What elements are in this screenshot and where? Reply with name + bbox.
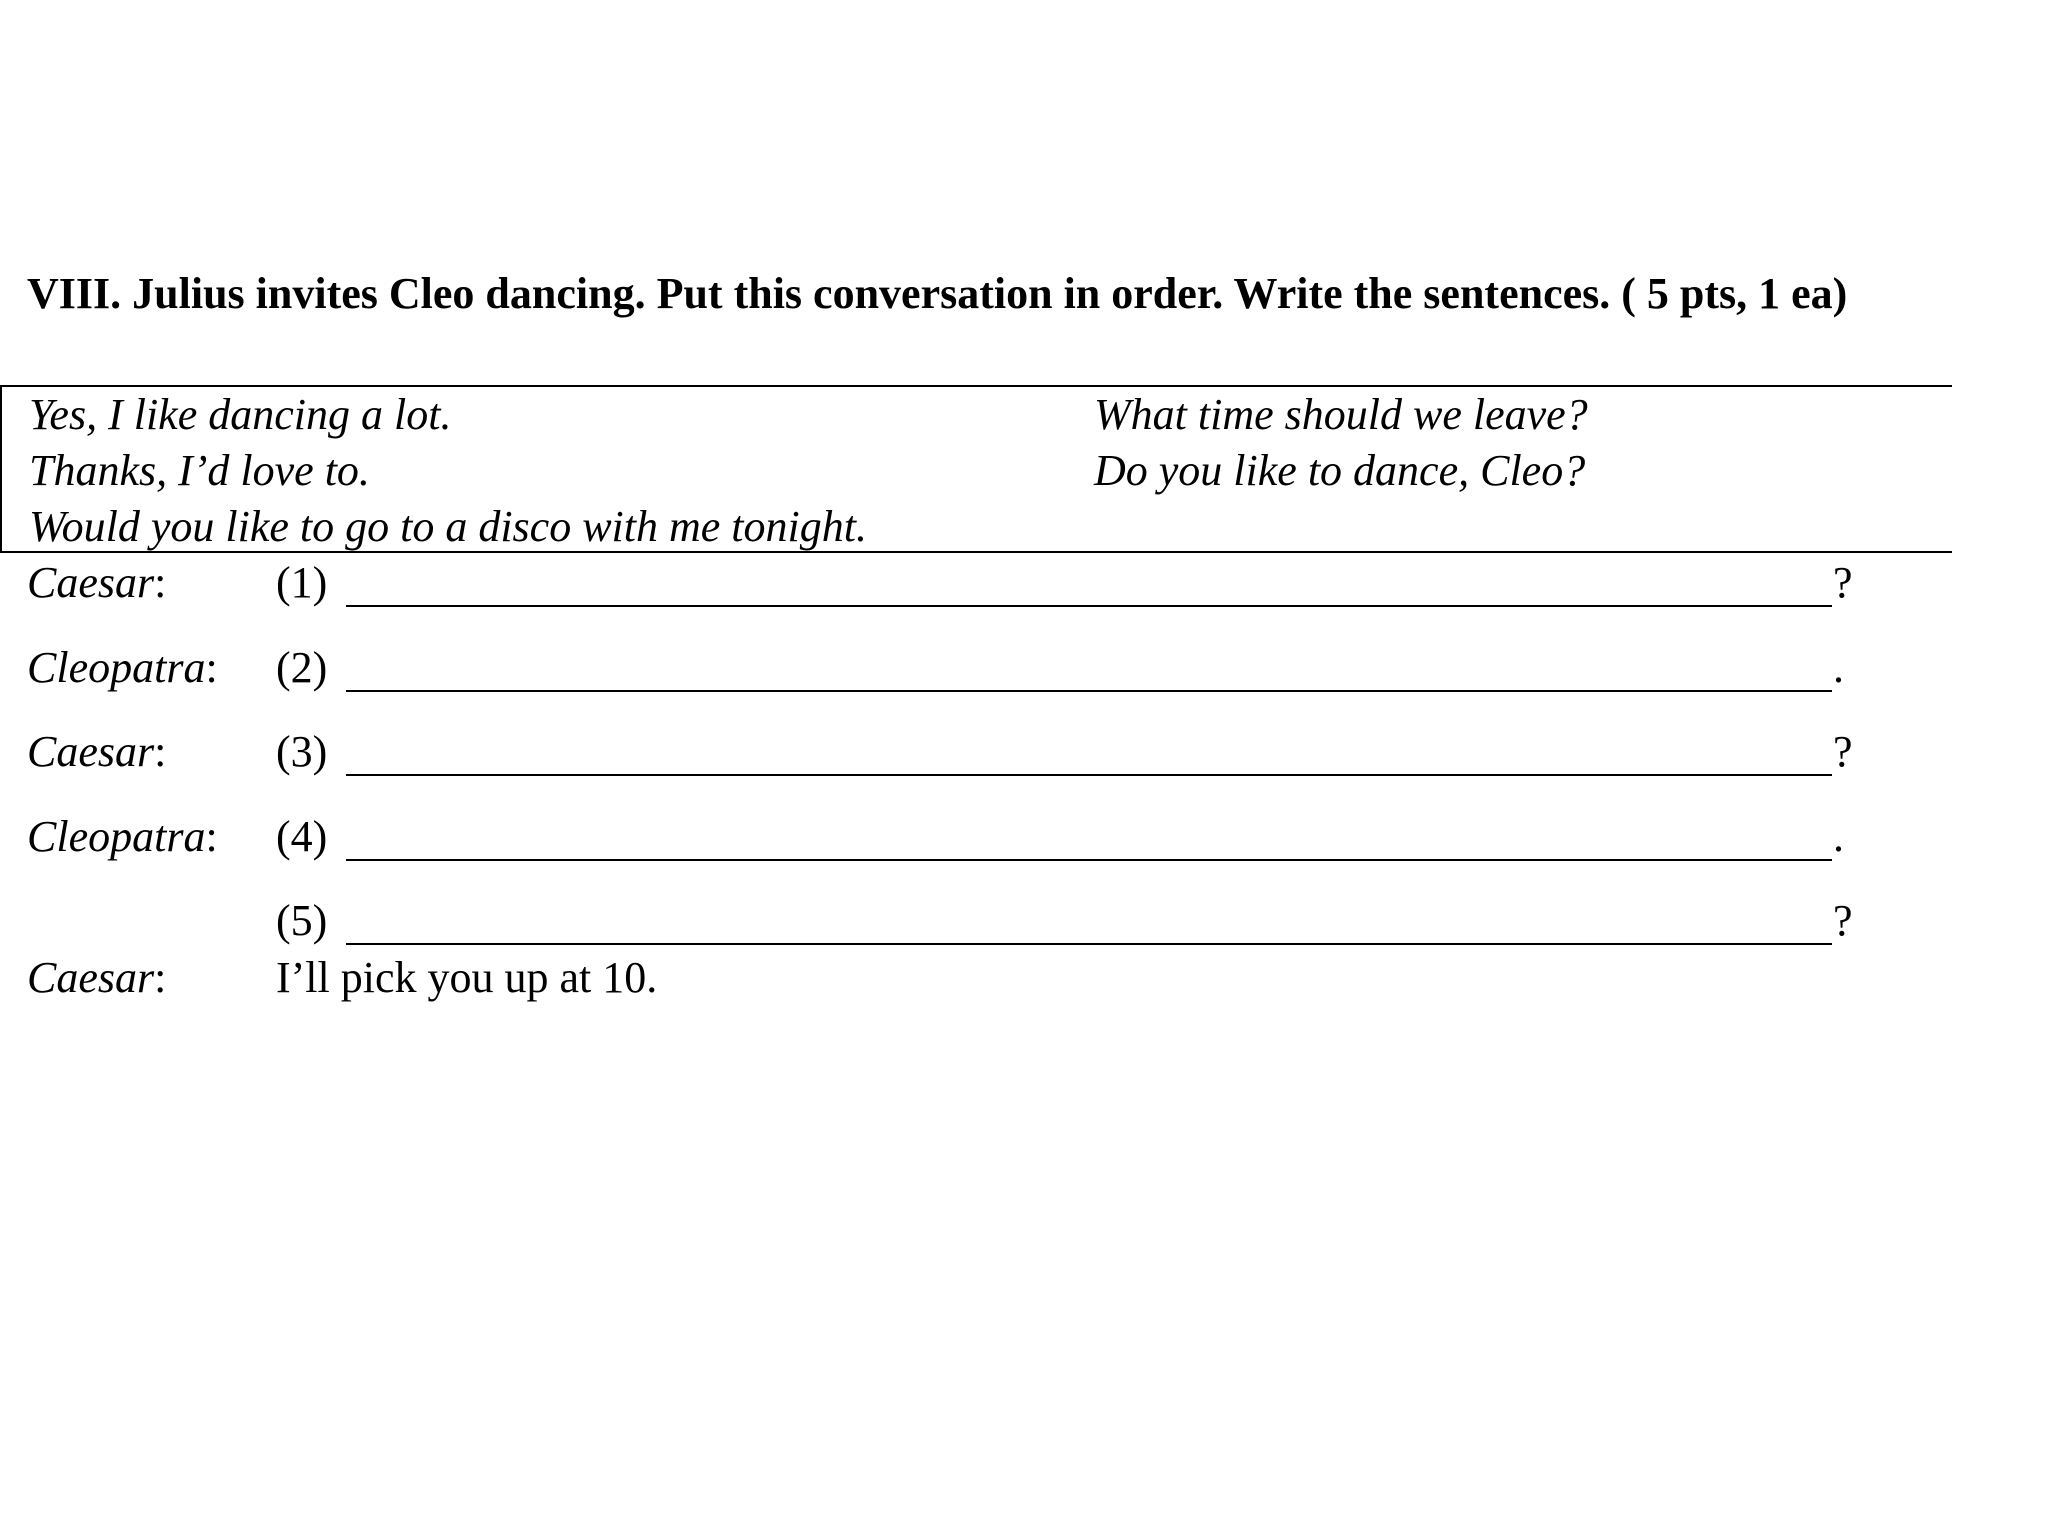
line-number: (2) [276, 643, 328, 692]
answer-blank[interactable] [346, 774, 1832, 776]
line-number: (1) [276, 558, 328, 607]
answer-blank[interactable] [346, 605, 1832, 607]
answer-blank[interactable] [346, 943, 1832, 945]
dialogue-line [0, 812, 1900, 872]
line-number: (4) [276, 812, 328, 861]
word-box-sentence: Do you like to dance, Cleo? [1094, 446, 1586, 495]
word-box-sentence: Thanks, I’d love to. [29, 446, 370, 495]
speaker-name: Cleopatra: [27, 643, 218, 692]
given-answer: I’ll pick you up at 10. [276, 953, 658, 1002]
speaker-name: Caesar: [27, 558, 167, 607]
answer-blank[interactable] [346, 859, 1832, 861]
speaker-name: Caesar: [27, 953, 167, 1002]
speaker-name: Caesar: [27, 727, 167, 776]
line-number: (3) [276, 727, 328, 776]
word-box-sentence: What time should we leave? [1094, 390, 1588, 439]
line-number: (5) [276, 896, 328, 945]
answer-blank[interactable] [346, 690, 1832, 692]
end-punctuation: ? [1833, 727, 1853, 776]
end-punctuation: . [1833, 812, 1844, 861]
exercise-heading: VIII. Julius invites Cleo dancing. Put this conversation in order. Write the sentences. ( 5 pts, 1 ea) [27, 269, 1848, 318]
dialogue-line [0, 643, 1900, 703]
speaker-name: Cleopatra: [27, 812, 218, 861]
dialogue-line [0, 558, 1900, 618]
dialogue-line [0, 727, 1900, 787]
word-box-sentence: Would you like to go to a disco with me tonight. [29, 502, 867, 551]
final-dialogue-line [0, 953, 1900, 1013]
word-box-sentence: Yes, I like dancing a lot. [29, 390, 452, 439]
end-punctuation: . [1833, 643, 1844, 692]
dialogue-line [0, 896, 1900, 956]
end-punctuation: ? [1833, 896, 1853, 945]
end-punctuation: ? [1833, 558, 1853, 607]
word-box [0, 385, 1952, 553]
